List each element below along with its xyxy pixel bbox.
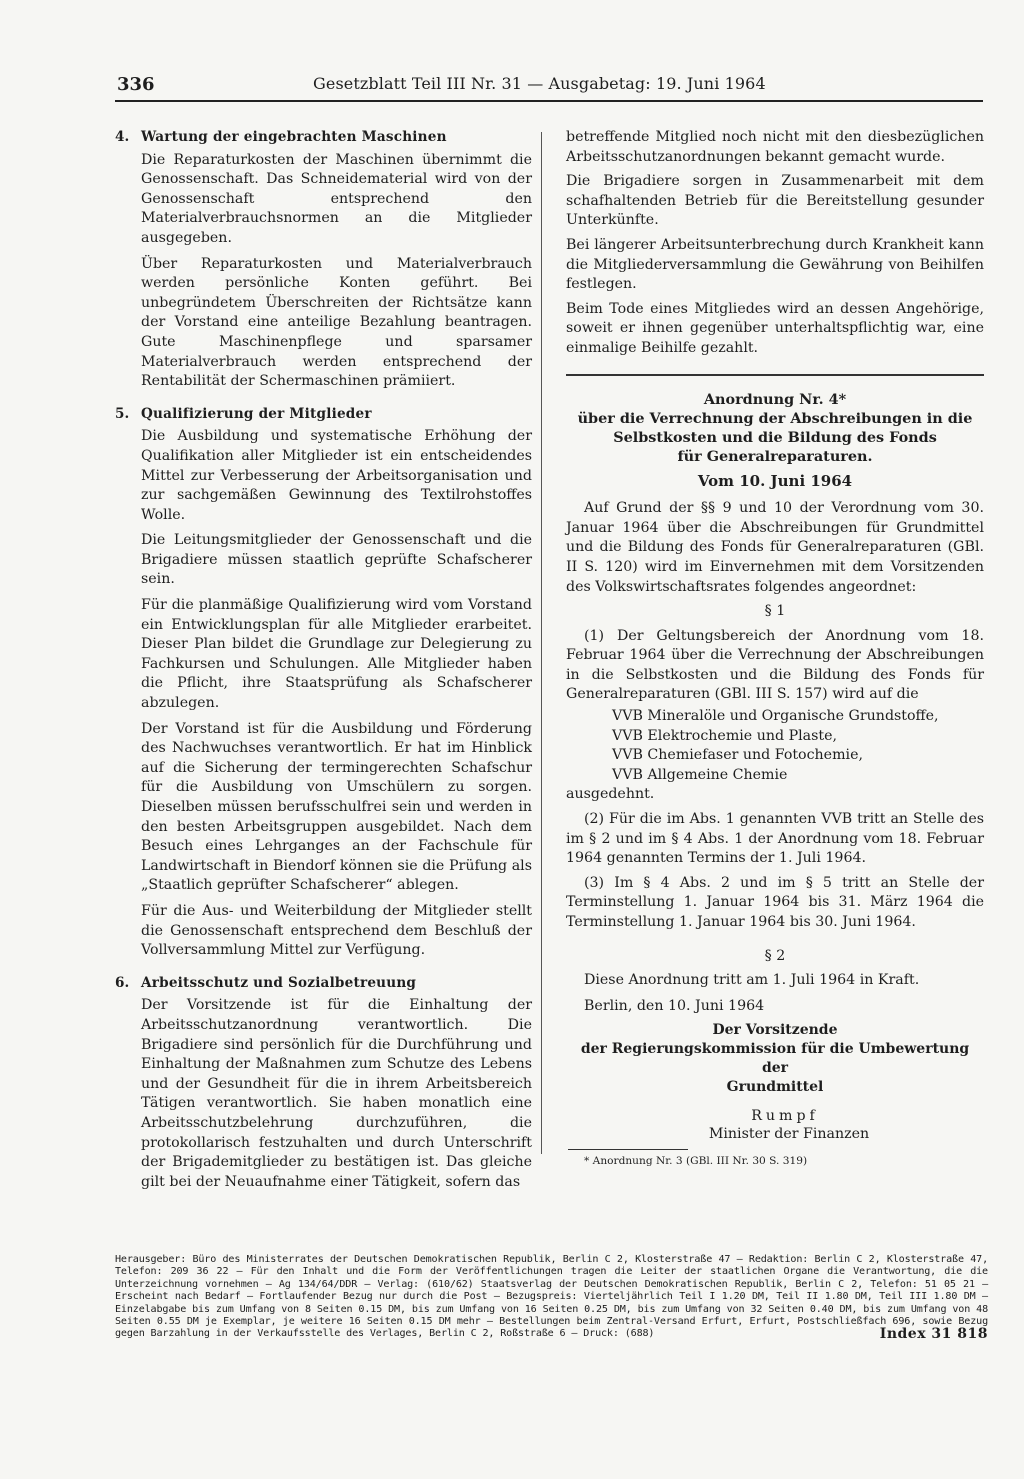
section-title: Qualifizierung der Mitglieder (141, 405, 372, 422)
paragraph: Der Vorstand ist für die Ausbildung und Förderung des Nachwuchses verantwortlich. Er hat im Hinblick auf die Sicherung der termingerechten Schafschur für die Ausbildung von Umschülern zu sorgen. Dieselben müssen berufsschulfrei sein und werden in den besten Arbeitsgruppen ausgebildet. Nach dem Besuch eines Lehrganges an der Fachschule für Landwirtschaft in Biendorf können sie die Prüfung als „Staatlich geprüfter Schafscherer“ ablegen. (141, 720, 532, 894)
title-line: über die Verrechnung der Abschreibungen in die (577, 409, 973, 427)
continuation-text (566, 128, 984, 359)
signature-block (566, 1021, 984, 1097)
list-item: VVB Allgemeine Chemie (612, 766, 788, 783)
paragraph: betreffende Mitglied noch nicht mit den diesbezüglichen Arbeitsschutzanordnungen bekannt gemacht wurde. (566, 129, 984, 165)
paragraph: Der Vorsitzende ist für die Einhaltung der Arbeitsschutzanordnung verantwortlich. Die Brigadiere sind persönlich für die Durchführung und Einhaltung der Maßnahmen zum Schutze des Lebens und der Gesundheit für die in ihrem Arbeitsbereich Tätigen verantwortlich. Sie haben monatlich eine Arbeitsschutzbelehrung durchzuführen, die protokollarisch festzuhalten und durch Unterschrift der Brigademitglieder zu bestätigen ist. Das gleiche gilt bei der Neuaufnahme einer Tätigkeit, sofern das (141, 997, 532, 1190)
section-5 (115, 405, 532, 961)
right-column (566, 128, 984, 1171)
paragraph-2-heading: § 2 (764, 947, 786, 964)
vvb-list (612, 707, 984, 785)
left-column (115, 128, 532, 1205)
title-line: Selbstkosten und die Bildung des Fonds (613, 428, 937, 446)
paragraph: Über Reparaturkosten und Materialverbrauch werden persönliche Konten geführt. Bei unbegründetem Überschreiten der Richtsätze kann der Vorstand eine anteilige Bezahlung beantragen. Gute Maschinenpflege und sparsamer Materialverbrauch werden entsprechend der Rentabilität der Schermaschinen prämiiert. (141, 255, 532, 390)
signature-line: der Regierungskommission für die Umbewertung der (580, 1041, 970, 1077)
title-line: für Generalreparaturen. (677, 447, 873, 465)
footnote: * Anordnung Nr. 3 (GBl. III Nr. 30 S. 319) (584, 1154, 808, 1167)
section-heading (115, 974, 532, 994)
signer-role: Minister der Finanzen (708, 1125, 870, 1142)
paragraph-1-abs-3: (3) Im § 4 Abs. 2 und im § 5 tritt an Stelle der Terminstellung 1. Januar 1964 bis 31. März 1964 die Terminstellung 1. Januar 1964 bis 30. Juni 1964. (566, 874, 984, 930)
list-item: VVB Elektrochemie und Plaste, (612, 727, 838, 744)
announcement-title (566, 390, 984, 466)
column-divider (541, 132, 542, 1154)
preamble: Auf Grund der §§ 9 und 10 der Verordnung vom 30. Januar 1964 über die Abschreibungen für Grundmittel und die Bildung des Fonds für Generalreparaturen (GBl. II S. 120) wird im Einvernehmen mit dem Vorsitzenden des Volkswirtschaftsrates folgendes angeordnet: (566, 500, 984, 595)
section-number: 4. (115, 129, 130, 145)
signature-line: Der Vorsitzende (712, 1022, 838, 1039)
index-label: Index 31 818 (874, 1328, 988, 1340)
title-line: Anordnung Nr. 4* (703, 390, 847, 408)
signer-name: Rumpf (751, 1108, 819, 1125)
paragraph: Für die Aus- und Weiterbildung der Mitglieder stellt die Genossenschaft entsprechend dem Beschluß der Vollversammlung Mittel zur Verfügung. (141, 902, 532, 959)
section-6 (115, 974, 532, 1193)
paragraph-1-abs-2: (2) Für die im Abs. 1 genannten VVB tritt an Stelle des im § 2 und im § 4 Abs. 1 der Anordnung vom 18. Februar 1964 genannten Termins der 1. Juli 1964. (566, 811, 984, 867)
page-number: 336 (117, 74, 155, 95)
paragraph-1-heading: § 1 (764, 603, 786, 620)
paragraph: Beim Tode eines Mitgliedes wird an dessen Angehörige, soweit er ihnen gegenüber unterhaltspflichtig war, eine einmalige Beihilfe gezahlt. (566, 300, 984, 356)
section-4 (115, 128, 532, 392)
section-number: 6. (115, 974, 130, 991)
place-date: Berlin, den 10. Juni 1964 (584, 997, 765, 1014)
paragraph: Die Reparaturkosten der Maschinen übernimmt die Genossenschaft. Das Schneidematerial wird von der Genossenschaft entsprechend den Materialverbrauchsnormen an die Mitglieder ausgegeben. (141, 151, 532, 246)
running-title: Gesetzblatt Teil III Nr. 31 — Ausgabetag: 19. Juni 1964 (313, 74, 766, 93)
page-header (115, 70, 983, 102)
paragraph: Die Ausbildung und systematische Erhöhung der Qualifikation aller Mitglieder ist ein entscheidendes Mittel zur Verbesserung der Arbeitsorganisation und zur sachgemäßen Gewinnung des Textilrohstoffes Wolle. (141, 428, 532, 523)
signature-line: Grundmittel (726, 1079, 824, 1096)
section-title: Arbeitsschutz und Sozialbetreuung (141, 974, 417, 991)
section-heading (115, 128, 532, 148)
paragraph-2-text: Diese Anordnung tritt am 1. Juli 1964 in Kraft. (584, 972, 920, 989)
imprint-text: Herausgeber: Büro des Ministerrates der Deutschen Demokratischen Republik, Berlin C 2, Klosterstraße 47 — Redaktion: Berlin C 2, Klosterstraße 47, Telefon: 209 36 22 — Für den Inhalt und die Form der Veröffentlichungen tragen die Leiter der staatlichen Organe die Verantwortung, die die Unterzeichnung vornehmen — Ag 134/64/DDR — Verlag: (610/62) Staatsverlag der Deutschen Demokratischen Republik, Berlin C 2, Telefon: 51 05 21 — Erscheint nach Bedarf — Fortlaufender Bezug nur durch die Post — Bezugspreis: Vierteljährlich Teil I 1.20 DM, Teil II 1.80 DM, Teil III 1.80 DM — Einzelabgabe bis zum Umfang von 8 Seiten 0.15 DM, bis zum Umfang von 16 Seiten 0.25 DM, bis zum Umfang von 32 Seiten 0.40 DM, bis zum Umfang von 48 Seiten 0.55 DM je Exemplar, je weitere 16 Seiten 0.15 DM mehr — Bestellungen beim Zentral-Versand Erfurt, Erfurt, Postschließfach 696, sowie Bezug gegen Barzahlung in der Verkaufsstelle des Verlages, Berlin C 2, Roßstraße 6 — Druck: (688) (115, 1254, 988, 1340)
list-item: VVB Chemiefaser und Fotochemie, (612, 747, 863, 764)
list-item: VVB Mineralöle und Organische Grundstoffe, (612, 708, 939, 725)
paragraph: Bei längerer Arbeitsunterbrechung durch Krankheit kann die Mitgliederversammlung die Gewährung von Beihilfen festlegen. (566, 236, 984, 293)
announcement-date: Vom 10. Juni 1964 (697, 471, 853, 490)
paragraph: Die Brigadiere sorgen in Zusammenarbeit mit dem schafhaltenden Betrieb für die Bereitstellung gesunder Unterkünfte. (566, 173, 984, 229)
paragraph-1-abs-1: (1) Der Geltungsbereich der Anordnung vom 18. Februar 1964 über die Verrechnung der Abschreibungen in die Selbstkosten und die Bildung des Fonds für Generalreparaturen (GBl. III S. 157) wird auf die (566, 627, 984, 703)
section-heading (115, 405, 532, 425)
section-title: Wartung der eingebrachten Maschinen (141, 129, 447, 145)
paragraph: Für die planmäßige Qualifizierung wird vom Vorstand ein Entwicklungsplan für alle Mitglieder erarbeitet. Dieser Plan bildet die Grundlage zur Delegierung zu Fachkursen und Schulungen. Alle Mitglieder haben die Pflicht, ihre Staatsprüfung als Schafscherer abzulegen. (141, 597, 532, 712)
section-separator (566, 374, 984, 376)
paragraph: Die Leitungsmitglieder der Genossenschaft und die Brigadiere müssen staatlich geprüfte Schafscherer sein. (141, 532, 532, 588)
footnote-rule (568, 1149, 688, 1150)
publisher-imprint (115, 1254, 988, 1341)
paragraph-1-abs-1-end: ausgedehnt. (566, 786, 655, 803)
section-number: 5. (115, 405, 130, 422)
